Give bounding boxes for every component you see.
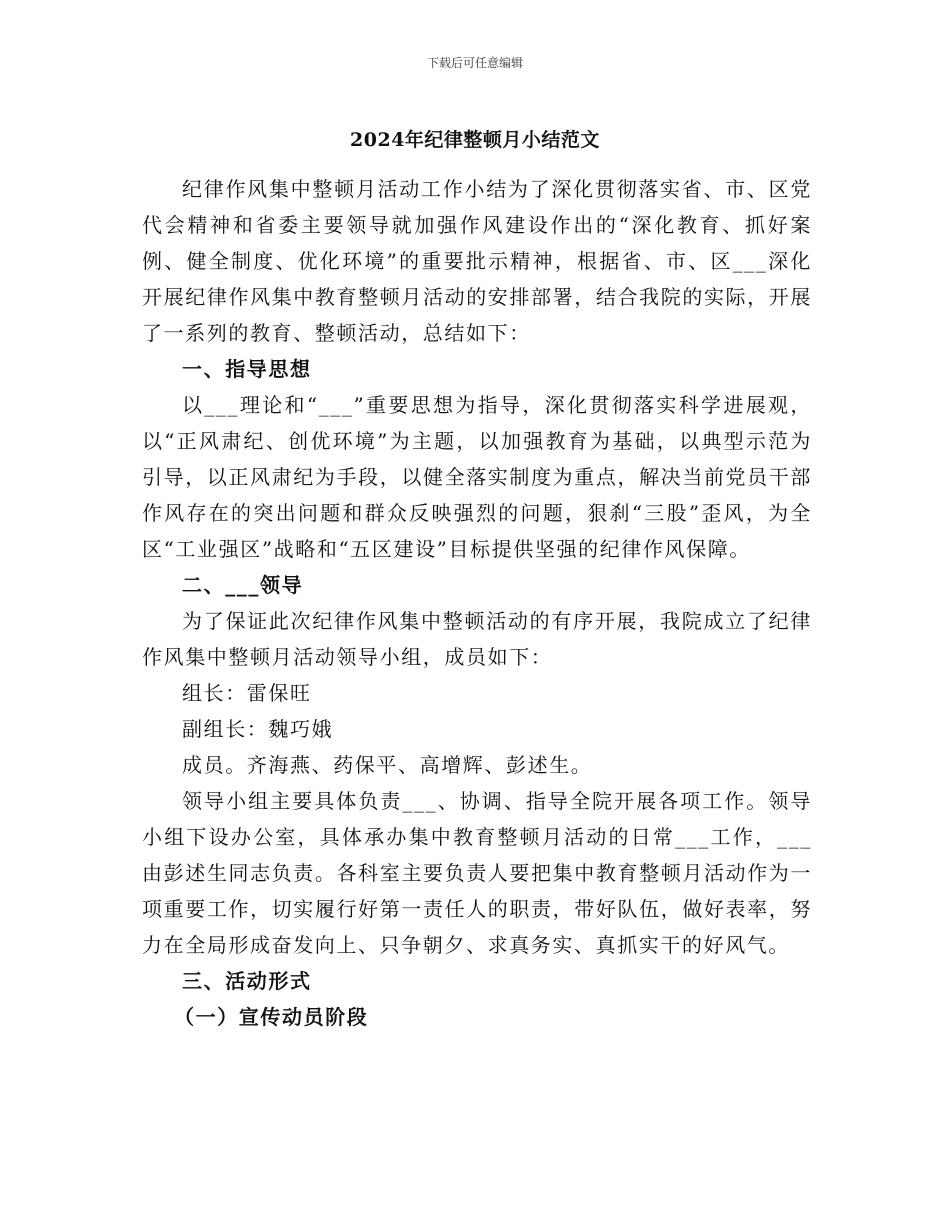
responsibility-paragraph: 领导小组主要具体负责___、协调、指导全院开展各项工作。领导小组下设办公室，具体承办集中教育整顿月活动的日常___工作，___由彭述生同志负责。各科室主要负责人要把集中教育整顿月活动作为一项重要工作，切实履行好第一责任人的职责，带好队伍，做好表率，努力在全局形成奋发向上、只争朝夕、求真务实、真抓实干的好风气。 (142, 789, 812, 957)
guiding-thought-paragraph: 以___理论和“___”重要思想为指导，深化贯彻落实科学进展观，以“正风肃纪、创优环境”为主题，以加强教育为基础，以典型示范为引导，以正风肃纪为手段，以健全落实制度为重点，解决当前党员干部作风存在的突出问题和群众反映强烈的问题，狠刹“三股”歪风，为全区“工业强区”战略和“五区建设”目标提供坚强的纪律作风保障。 (142, 393, 812, 561)
members-line: 成员。齐海燕、药保平、高增辉、彭述生。 (182, 753, 593, 777)
section-heading-3: 三、活动形式 (182, 969, 312, 993)
group-leader-line: 组长：雷保旺 (182, 681, 312, 705)
document-title: 2024年纪律整顿月小结范文 (350, 129, 600, 151)
section-heading-2: 二、___领导 (182, 573, 304, 597)
intro-paragraph: 纪律作风集中整顿月活动工作小结为了深化贯彻落实省、市、区党代会精神和省委主要领导就加强作风建设作出的“深化教育、抓好案例、健全制度、优化环境”的重要批示精神，根据省、市、区___深化开展纪律作风集中教育整顿月活动的安排部署，结合我院的实际，开展了一系列的教育、整顿活动，总结如下： (142, 177, 812, 345)
subsection-heading-1: （一）宣传动员阶段 (174, 1005, 369, 1029)
leadership-paragraph: 为了保证此次纪律作风集中整顿活动的有序开展，我院成立了纪律作风集中整顿月活动领导小组，成员如下： (142, 609, 812, 669)
deputy-leader-line: 副组长：魏巧娥 (182, 717, 334, 741)
document-body (142, 171, 812, 1035)
header-note: 下载后可任意编辑 (426, 56, 523, 70)
section-heading-1: 一、指导思想 (182, 357, 312, 381)
